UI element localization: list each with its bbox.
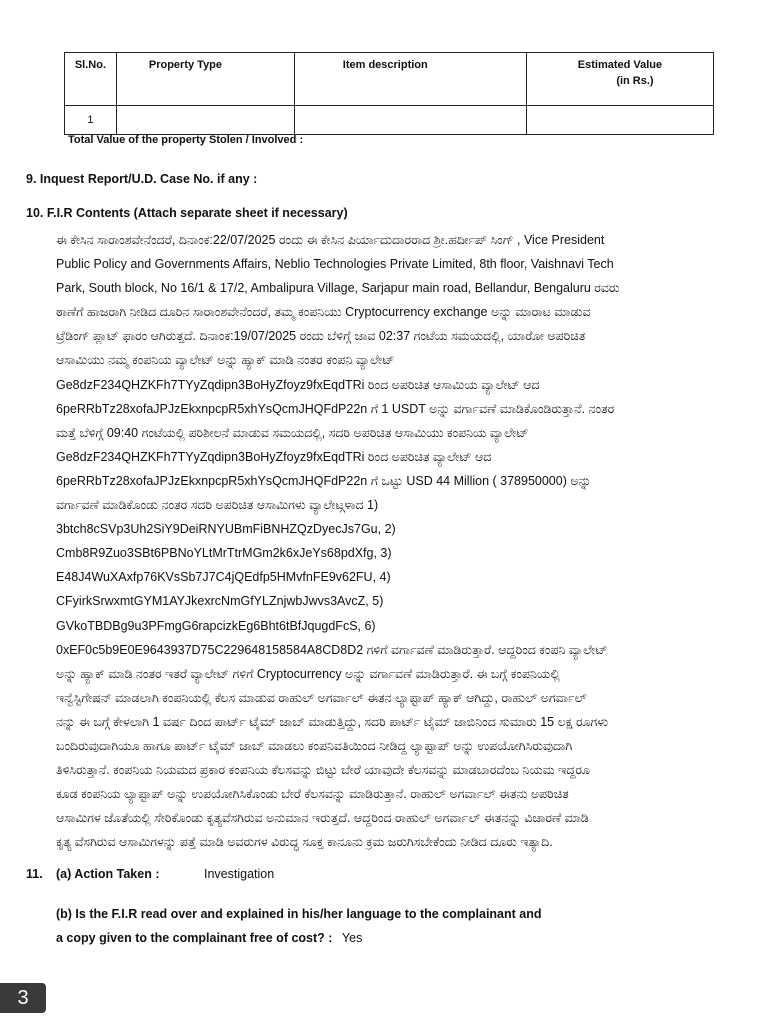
fir-line: ನನ್ನು ಈ ಬಗ್ಗೆ ಕೇಳಲಾಗಿ 1 ವರ್ಷ ದಿಂದ ಪಾರ್ಟ್ ಟೈಮ್ ಜಾಬ್ ಮಾಡುತ್ತಿದ್ದು, ಸದರಿ ಪಾರ್ಟ್ ಟೈಮ್ ಜಾಬಿನಿಂದ ಸುಮಾರು 15 ಲಕ್ಷ ರೂಗಳು: [56, 714, 609, 729]
cell-estimated-value: [526, 106, 713, 135]
section-9-heading: 9. Inquest Report/U.D. Case No. if any :: [26, 172, 258, 186]
fir-line: Ge8dzF234QHZKFh7TYyZqdipn3BoHyZfoyz9fxEqdTRi ರಿಂದ ಅಪರಿಚಿತ ಆಸಾಮಿಯ ವ್ಯಾಲೇಟ್ ಆದ: [56, 377, 540, 392]
column-header-estimated-value: [526, 53, 713, 106]
fir-line: ಇನ್ವೆಸ್ಟಿಗೇಷನ್ ಮಾಡಲಾಗಿ ಕಂಪನಿಯಲ್ಲಿ ಕೆಲಸ ಮಾಡುವ ರಾಹುಲ್ ಅಗರ್ವಾಲ್ ಈತನ ಲ್ಯಾಪ್ಟಾಪ್ ಹ್ಯಾಕ್ ಆಗಿದ್ದು, ರಾಹುಲ್ ಅಗರ್ವಾಲ್: [56, 690, 587, 705]
fir-line: 6peRRbTz28xofaJPJzEkxnpcpR5xhYsQcmJHQFdP22n ಗೆ 1 USDT ಅನ್ನು ವರ್ಗಾವಣೆ ಮಾಡಿಕೊಂಡಿರುತ್ತಾನೆ. ನಂತರ: [56, 401, 615, 416]
fir-line: ಮತ್ತೆ ಬೆಳಿಗ್ಗೆ 09:40 ಗಂಟೆಯಲ್ಲಿ ಪರಿಶೀಲನೆ ಮಾಡುವ ಸಮಯದಲ್ಲಿ, ಸದರಿ ಅಪರಿಚಿತ ಆಸಾಮಿಯು ಕಂಪನಿಯ ವ್ಯಾಲೇಟ್: [56, 425, 529, 440]
fir-line: Park, South block, No 16/1 & 17/2, Ambalipura Village, Sarjapur main road, Bellandur, Bengaluru ರವರು: [56, 281, 620, 296]
cell-slno: 1: [65, 106, 117, 135]
fir-line: 6peRRbTz28xofaJPJzEkxnpcpR5xhYsQcmJHQFdP22n ಗೆ ಒಟ್ಟು USD 44 Million ( 378950000) ಅನ್ನು: [56, 473, 592, 488]
fir-line: ಕೃತ್ಯ ವೆಸಗಿರುವ ಆಸಾಮಿಗಳನ್ನು ಪತ್ತೆ ಮಾಡಿ ಅವರುಗಳ ವಿರುದ್ಧ ಸೂಕ್ತ ಕಾನೂನು ಕ್ರಮ ಜರುಗಿಸಬೇಕೆಂದು ನೀಡಿದ ದೂರು ಇತ್ಯಾದಿ.: [56, 835, 553, 850]
fir-line: ವರ್ಗಾವಣೆ ಮಾಡಿಕೊಂಡು ನಂತರ ಸದರಿ ಅಪರಿಚಿತ ಆಸಾಮಿಗಳು ವ್ಯಾಲೇಟ್ಗಳಾದ 1): [56, 498, 379, 513]
fir-line: ಆಸಾಮಿಗಳ ಜೊತೆಯಲ್ಲಿ ಸೇರಿಕೊಂಡು ಕೃತ್ಯವೆಸಗಿರುವ ಅನುಮಾನ ಇರುತ್ತದೆ. ಆದ್ದರಿಂದ ರಾಹುಲ್ ಅಗರ್ವಾಲ್ ಈತನನ್ನು ವಿಚಾರಣೆ ಮಾಡಿ: [56, 811, 589, 826]
fir-line: Ge8dzF234QHZKFh7TYyZqdipn3BoHyZfoyz9fxEqdTRi ರಿಂದ ಅಪರಿಚಿತ ವ್ಯಾಲೇಟ್ ಆದ: [56, 449, 492, 464]
fir-line: GVkoTBDBg9u3PFmgG6rapcizkEg6Bht6tBfJqugdFcS, 6): [56, 618, 376, 633]
fir-read-over-question-line1: (b) Is the F.I.R read over and explained in his/her language to the complainant and: [56, 907, 542, 921]
fir-line: ತಿಳಿಸಿರುತ್ತಾನೆ. ಕಂಪನಿಯ ನಿಯಮದ ಪ್ರಕಾರ ಕಂಪನಿಯ ಕೆಲಸವನ್ನು ಬಿಟ್ಟು ಬೇರೆ ಯಾವುದೇ ಕೆಲಸವನ್ನು ಮಾಡಬಾರದೆಂಬ ನಿಯಮ ಇದ್ದರೂ: [56, 763, 590, 778]
section-10-heading: 10. F.I.R Contents (Attach separate sheet if necessary): [26, 206, 348, 220]
fir-line: E48J4WuXAxfp76KVsSb7J7C4jQEdfp5HMvfnFE9v62FU, 4): [56, 570, 391, 585]
item-description-label: Item description: [342, 59, 428, 71]
fir-line: ಆಸಾಮಿಯು ನಮ್ಮ ಕಂಪನಿಯ ವ್ಯಾಲೇಟ್ ಅನ್ನು ಹ್ಯಾಕ್ ಮಾಡಿ ನಂತರ ಕಂಪನಿ ವ್ಯಾಲೇಟ್: [56, 353, 395, 368]
fir-line: 3btch8cSVp3Uh2SiY9DeiRNYUBmFiBNHZQzDyecJs7Gu, 2): [56, 522, 396, 537]
fir-contents: [56, 228, 676, 854]
estimated-value-unit: (in Rs.): [616, 75, 654, 87]
fir-line: ಕೂಡ ಕಂಪನಿಯ ಲ್ಯಾಪ್ಟಾಪ್ ಅನ್ನು ಉಪಯೋಗಿಸಿಕೊಂಡು ಬೇರೆ ಕೆಲಸವನ್ನು ಮಾಡಿರುತ್ತಾನೆ. ರಾಹುಲ್ ಅಗರ್ವಾಲ್ ಈತನು ಅಪರಿಚಿತ: [56, 787, 569, 802]
section-11-number: 11.: [26, 867, 43, 881]
page-number-badge: 3: [0, 983, 46, 1013]
fir-line: ಠಾಣೆಗೆ ಹಾಜರಾಗಿ ನೀಡಿದ ದೂರಿನ ಸಾರಾಂಶವೇನೆಂದರೆ, ತಮ್ಮ ಕಂಪನಿಯು Cryptocurrency exchange ಅನ್ನು ಮಾರಾಟ ಮಾಡುವ: [56, 305, 591, 320]
table-header-row: [65, 53, 714, 106]
fir-read-over-question-line2: [56, 931, 362, 945]
table-row: [65, 106, 714, 135]
fir-line: Public Policy and Governments Affairs, Neblio Technologies Private Limited, 8th floor, Vaishnavi Tech: [56, 257, 614, 272]
fir-line: ಟ್ರೆಡಿಂಗ್ ಪ್ಲಾಟ್ ಫಾರಂ ಆಗಿರುತ್ತದೆ. ದಿನಾಂಕ:19/07/2025 ರಂದು ಬೆಳಿಗ್ಗೆ ಜಾವ 02:37 ಗಂಟೆಯ ಸಮಯದಲ್ಲಿ, ಯಾರೋ ಅಪರಿಚಿತ: [56, 329, 586, 344]
cell-property-type: [116, 106, 294, 135]
fir-line: ಅನ್ನು ಹ್ಯಾಕ್ ಮಾಡಿ ನಂತರ ಇತರೆ ವ್ಯಾಲೇಟ್ ಗಳಿಗೆ Cryptocurrency ಅನ್ನು ವರ್ಗಾವಣೆ ಮಾಡಿರುತ್ತಾರೆ. ಈ ಬಗ್ಗೆ ಕಂಪನಿಯಲ್ಲಿ: [56, 666, 560, 681]
fir-line: CFyirkSrwxmtGYM1AYJkexrcNmGfYLZnjwbJwvs3AvcZ, 5): [56, 594, 384, 609]
fir-line: Cmb8R9Zuo3SBt6PBNoYLtMrTtrMGm2k6xJeYs68pdXfg, 3): [56, 546, 392, 561]
column-header-item-description: [294, 53, 526, 106]
fir-line: ಈ ಕೇಸಿನ ಸಾರಾಂಶವೇನೆಂದರೆ, ದಿನಾಂಕ:22/07/2025 ರಂದು ಈ ಕೇಸಿನ ಪಿರ್ಯಾದುದಾರರಾದ ಶ್ರೀ.ಹರ್ದೀಪ್ ಸಿಂಗ್ , Vice President: [56, 233, 605, 247]
property-table: [64, 52, 714, 135]
fir-read-over-answer: Yes: [341, 931, 363, 945]
cell-item-description: [294, 106, 526, 135]
estimated-value-label: Estimated Value: [577, 59, 663, 71]
total-value-label: Total Value of the property Stolen / Involved :: [68, 134, 304, 146]
fir-read-over-question-text: a copy given to the complainant free of cost? :: [56, 931, 333, 945]
column-header-property-type: [116, 53, 294, 106]
column-header-slno: Sl.No.: [65, 53, 117, 106]
fir-line: ಬಂದಿರುವುದಾಗಿಯೂ ಹಾಗೂ ಪಾರ್ಟ್ ಟೈಮ್ ಜಾಬ್ ಮಾಡಲು ಕಂಪನಿವತಿಯಿಂದ ನೀಡಿದ್ದ ಲ್ಯಾಪ್ಟಾಪ್ ಅನ್ನು ಉಪಯೋಗಿಸಿರುವುದಾಗಿ: [56, 738, 573, 753]
action-taken-label: (a) Action Taken :: [56, 867, 160, 881]
property-type-label: Property Type: [148, 59, 223, 71]
fir-line: 0xEF0c5b9E0E9643937D75C229648158584A8CD8D2 ಗಳಿಗೆ ವರ್ಗಾವಣೆ ಮಾಡಿರುತ್ತಾರೆ. ಆದ್ದರಿಂದ ಕಂಪನಿ ವ್ಯಾಲೇಟ್: [56, 642, 608, 657]
action-taken-value: Investigation: [204, 867, 275, 881]
